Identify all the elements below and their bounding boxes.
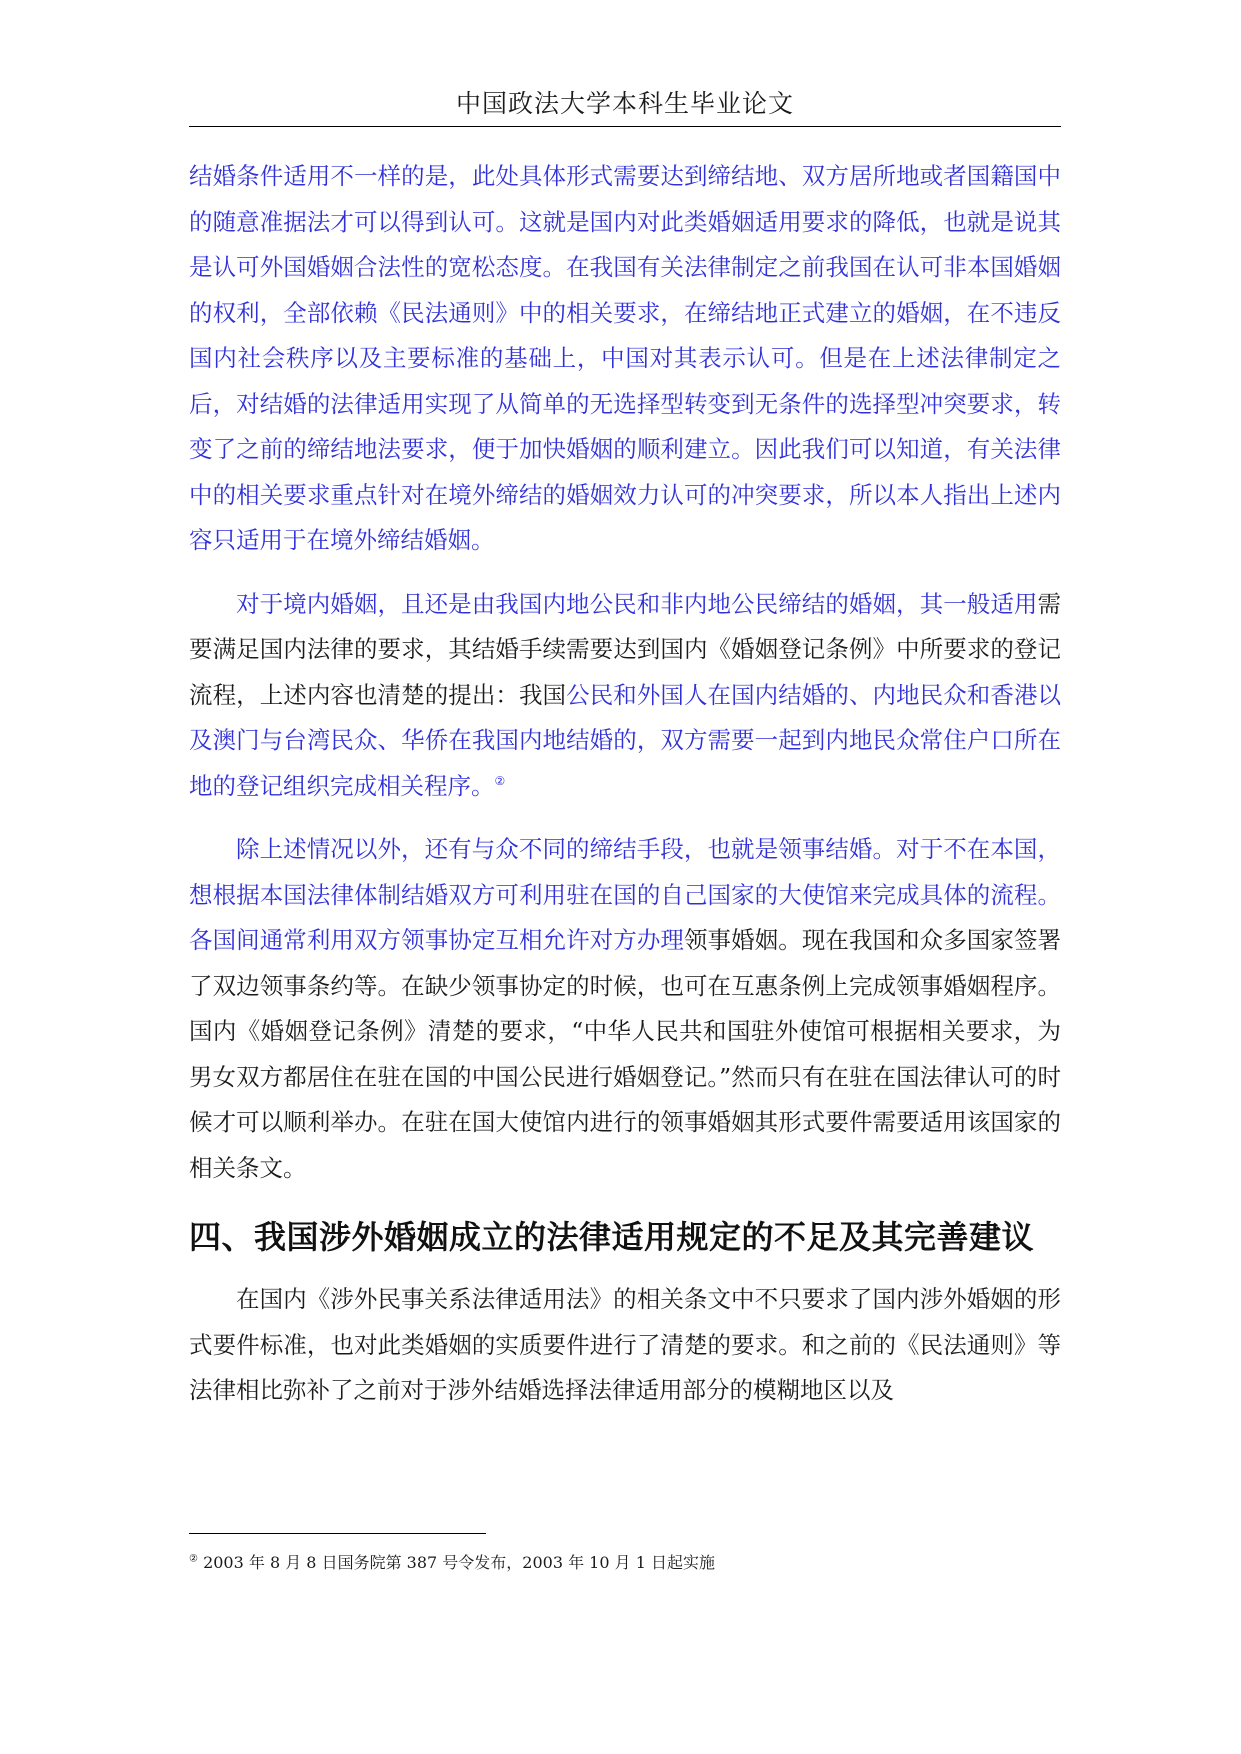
paragraph-4 — [189, 1277, 1061, 1414]
body-text — [189, 154, 1061, 1432]
paragraph-2 — [189, 582, 1061, 810]
paragraph-1-text: 结婚条件适用不一样的是，此处具体形式需要达到缔结地、双方居所地或者国籍国中的随意准据法才可以得到认可。这就是国内对此类婚姻适用要求的降低，也就是说其是认可外国婚姻合法性的宽松态度。在我国有关法律制定之前我国在认可非本国婚姻的权利，全部依赖《民法通则》中的相关要求，在缔结地正式建立的婚姻，在不违反国内社会秩序以及主要标准的基础上，中国对其表示认可。但是在上述法律制定之后，对结婚的法律适用实现了从简单的无选择型转变到无条件的选择型冲突要求，转变了之前的缔结地法要求，便于加快婚姻的顺利建立。因此我们可以知道，有关法律中的相关要求重点针对在境外缔结的婚姻效力认可的冲突要求，所以本人指出上述内容只适用于在境外缔结婚姻。 — [189, 162, 1061, 554]
paragraph-1 — [189, 154, 1061, 564]
paragraph-3 — [189, 827, 1061, 1191]
paragraph-2-blue-b: 公民和外国人在国内结婚的、内地民众和香港以及澳门与台湾民众、华侨在我国内地结婚的，双方需要一起到内地民众常住户口所在地的登记组织完成相关程序。 — [189, 680, 1062, 800]
footnote-rule — [189, 1533, 486, 1534]
footnote-ref[interactable]: ② — [494, 773, 506, 788]
paragraph-3-black-a: 领事婚姻。现在我国和众多国家签署了双边领事条约等。在缺少领事协定的时候，也可在互惠条例上完成领事婚姻程序。国内《婚姻登记条例》清楚的要求，“中华人民共和国驻外使馆可根据相关要求，为男女双方都居住在驻在国的中国公民进行婚姻登记。”然而只有在驻在国法律认可的时候才可以顺利举办。在驻在国大使馆内进行的领事婚姻其形式要件需要适用该国家的相关条文。 — [189, 926, 1062, 1182]
footnote-text: 2003 年 8 月 8 日国务院第 387 号令发布，2003 年 10 月 1 日起实施 — [203, 1553, 715, 1572]
footnote-mark: ② — [189, 1553, 198, 1565]
header-rule — [189, 126, 1061, 127]
section-heading: 四、我国涉外婚姻成立的法律适用规定的不足及其完善建议 — [189, 1218, 1035, 1256]
paragraph-2-blue-a: 对于境内婚姻，且还是由我国内地公民和非内地公民缔结的婚姻，其一般适用 — [236, 589, 1038, 618]
footnote — [189, 1551, 1061, 1575]
paragraph-3-blue-a: 除上述情况以外，还有与众不同的缔结手段，也就是领事结婚。对于不在本国，想根据本国法律体制结婚双方可利用驻在国的自己国家的大使馆来完成具体的流程。各国间通常利用双方领事协定互相允许对方办理 — [189, 835, 1061, 954]
paragraph-4-text: 在国内《涉外民事关系法律适用法》的相关条文中不只要求了国内涉外婚姻的形式要件标准，也对此类婚姻的实质要件进行了清楚的要求。和之前的《民法通则》等法律相比弥补了之前对于涉外结婚选择法律适用部分的模糊地区以及 — [189, 1285, 1061, 1404]
running-header: 中国政法大学本科生毕业论文 — [455, 89, 794, 118]
paragraph-2-black-a: 需要满足国内法律的要求，其结婚手续需要达到国内《婚姻登记条例》中所要求的登记流程，上述内容也清楚的提出：我国 — [189, 589, 1061, 709]
